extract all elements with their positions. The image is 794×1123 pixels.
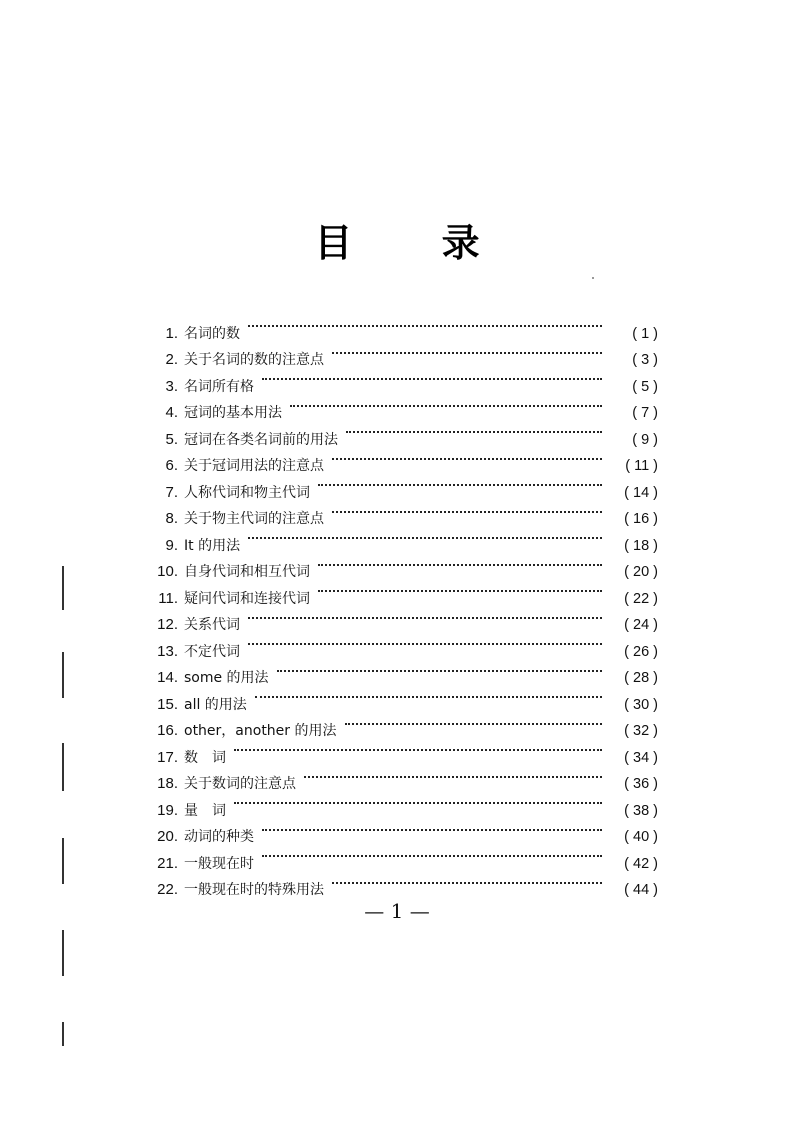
toc-entry-page: ( 11 ) (625, 458, 658, 474)
toc-leader-dots (332, 338, 606, 365)
toc-leader-dots (255, 682, 606, 709)
toc-entry-number: 9. (165, 536, 178, 554)
toc-entry-page: ( 32 ) (624, 723, 658, 739)
toc-entry-page: ( 3 ) (632, 352, 658, 368)
binding-margin-mark (62, 838, 64, 884)
toc-entry-number: 19. (157, 801, 178, 819)
toc-leader-dots (234, 788, 606, 815)
toc-leader-dots (345, 709, 607, 736)
toc-entry-page: ( 36 ) (624, 776, 658, 792)
toc-leader-dots (318, 470, 606, 497)
toc-leader-dots (248, 603, 606, 630)
toc-entry-title: It 的用法 (184, 537, 241, 554)
toc-entry-page: ( 9 ) (632, 431, 658, 448)
toc-leader-dots (277, 656, 606, 683)
toc-leader-dots (262, 841, 606, 868)
binding-margin-mark (62, 566, 64, 610)
toc-leader-dots (290, 391, 606, 418)
toc-entry-page: ( 18 ) (624, 537, 658, 554)
table-of-contents (152, 311, 658, 898)
toc-entry-page: ( 5 ) (632, 378, 658, 395)
toc-entry-number: 5. (165, 430, 178, 448)
toc-entry-number: 20. (157, 828, 178, 845)
toc-entry-number: 16. (157, 722, 178, 739)
toc-entry-title: 冠词的基本用法 (184, 405, 282, 421)
toc-leader-dots (318, 550, 606, 577)
toc-leader-dots (332, 497, 606, 524)
toc-leader-dots (248, 523, 606, 550)
toc-entry-title: 冠词在各类名词前的用法 (184, 431, 338, 448)
toc-entry-title: 人称代词和物主代词 (184, 484, 310, 501)
toc-leader-dots (346, 417, 606, 444)
toc-entry-title: 动词的种类 (184, 829, 254, 845)
toc-entry-page: ( 44 ) (624, 882, 658, 898)
toc-entry-title: 一般现在时 (184, 855, 254, 872)
toc-entry-title: 名词所有格 (184, 378, 254, 395)
toc-leader-dots (318, 576, 606, 603)
toc-entry-page: ( 14 ) (624, 484, 658, 501)
page-title: 目 录 (314, 221, 518, 265)
toc-leader-dots (332, 444, 606, 471)
toc-entry-page: ( 40 ) (624, 829, 658, 845)
toc-entry-title: 疑问代词和连接代词 (184, 590, 310, 607)
toc-entry-number: 10. (157, 563, 178, 580)
toc-entry-number: 6. (165, 457, 178, 474)
toc-entry-number: 14. (157, 669, 178, 686)
toc-entry-page: ( 16 ) (624, 511, 658, 527)
toc-entry-page: ( 20 ) (624, 564, 658, 580)
toc-entry-title: 一般现在时的特殊用法 (184, 882, 324, 898)
toc-entry-title: other，another 的用法 (184, 723, 337, 739)
toc-leader-dots (262, 815, 606, 842)
page-number: — 1 — (364, 899, 430, 923)
toc-entry-page: ( 26 ) (624, 643, 658, 660)
toc-entry-number: 2. (165, 351, 178, 368)
toc-entry-number: 17. (157, 748, 178, 766)
toc-entry-title: 关于数词的注意点 (184, 776, 296, 792)
toc-entry-number: 15. (157, 695, 178, 713)
toc-entry-number: 12. (157, 616, 178, 633)
toc-entry-page: ( 22 ) (624, 590, 658, 607)
toc-leader-dots (332, 868, 606, 895)
toc-entry-title: some 的用法 (184, 670, 269, 686)
toc-entry-number: 3. (165, 377, 178, 395)
binding-margin-mark (62, 652, 64, 698)
toc-entry-title: 数 词 (184, 749, 226, 766)
toc-entry (152, 311, 658, 342)
toc-entry-number: 7. (165, 483, 178, 501)
toc-entry-title: 关于物主代词的注意点 (184, 511, 324, 527)
toc-entry-number: 21. (157, 854, 178, 872)
toc-entry-page: ( 1 ) (632, 325, 658, 342)
toc-entry-page: ( 7 ) (632, 405, 658, 421)
binding-margin-mark (62, 930, 64, 976)
toc-entry-page: ( 34 ) (624, 749, 658, 766)
toc-entry-number: 18. (157, 775, 178, 792)
toc-entry-title: 名词的数 (184, 325, 240, 342)
toc-entry-number: 1. (165, 324, 178, 342)
toc-entry-number: 8. (165, 510, 178, 527)
toc-entry-page: ( 28 ) (624, 670, 658, 686)
toc-entry-page: ( 42 ) (624, 855, 658, 872)
scan-speck (592, 277, 594, 279)
toc-entry-number: 4. (165, 404, 178, 421)
toc-entry-title: 量 词 (184, 802, 226, 819)
toc-entry-number: 11. (158, 589, 178, 607)
binding-margin-mark (62, 1022, 64, 1046)
toc-entry-title: 关系代词 (184, 617, 240, 633)
toc-leader-dots (248, 311, 606, 338)
toc-entry-title: all 的用法 (184, 696, 247, 713)
toc-entry-page: ( 30 ) (624, 696, 658, 713)
toc-entry-title: 关于名词的数的注意点 (184, 352, 324, 368)
toc-entry-title: 自身代词和相互代词 (184, 564, 310, 580)
toc-leader-dots (248, 629, 606, 656)
toc-entry-title: 不定代词 (184, 643, 240, 660)
binding-margin-mark (62, 743, 64, 791)
toc-entry-number: 13. (157, 642, 178, 660)
toc-leader-dots (262, 364, 606, 391)
toc-entry-number: 22. (157, 881, 178, 898)
toc-entry-title: 关于冠词用法的注意点 (184, 458, 324, 474)
toc-entry-page: ( 24 ) (624, 617, 658, 633)
toc-leader-dots (304, 762, 606, 789)
toc-entry-page: ( 38 ) (624, 802, 658, 819)
toc-leader-dots (234, 735, 606, 762)
